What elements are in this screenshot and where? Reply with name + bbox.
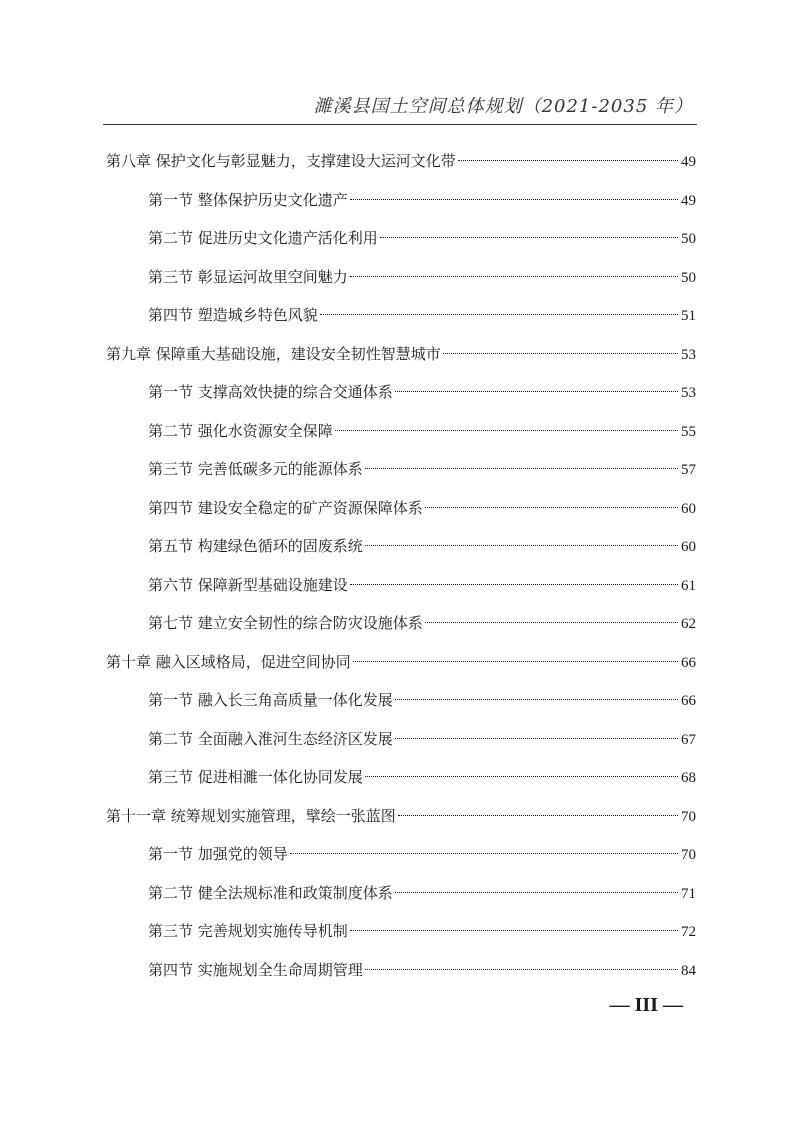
toc-section-entry[interactable] <box>106 450 696 489</box>
toc-page-number: 72 <box>681 924 696 940</box>
toc-section-entry[interactable] <box>106 566 696 605</box>
toc-page-number: 50 <box>681 231 696 247</box>
toc-page-number: 50 <box>681 269 696 286</box>
toc-section-entry[interactable] <box>106 489 696 528</box>
dot-leader <box>365 468 678 469</box>
toc-page-number: 57 <box>681 462 696 478</box>
dot-leader <box>350 584 678 585</box>
dot-leader <box>350 199 678 200</box>
dot-leader <box>425 507 678 508</box>
toc-entry-title: 第二节 强化水资源安全保障 <box>148 421 333 440</box>
toc-page-number: 53 <box>681 385 696 401</box>
toc-chapter-entry[interactable] <box>106 142 696 181</box>
dot-leader <box>365 969 678 970</box>
toc-page-number: 67 <box>681 731 696 748</box>
toc-section-entry[interactable] <box>106 951 696 990</box>
dot-leader <box>398 815 678 816</box>
dot-leader <box>395 738 678 739</box>
toc-entry-title: 第三节 完善规划实施传导机制 <box>148 922 348 940</box>
dot-leader <box>458 160 678 161</box>
toc-entry-title: 第四节 塑造城乡特色风貌 <box>148 306 318 324</box>
toc-section-entry[interactable] <box>106 604 696 643</box>
toc-chapter-entry[interactable] <box>106 797 696 836</box>
toc-entry-title: 第二节 全面融入淮河生态经济区发展 <box>148 729 393 748</box>
dot-leader <box>350 930 678 931</box>
toc-page-number: 68 <box>681 770 696 786</box>
dot-leader <box>335 430 678 431</box>
toc-entry-title: 第二节 促进历史文化遗产活化利用 <box>148 229 378 247</box>
dot-leader <box>353 661 678 662</box>
toc-entry-title: 第四节 建设安全稳定的矿产资源保障体系 <box>148 498 423 517</box>
toc-entry-title: 第二节 健全法规标准和政策制度体系 <box>148 883 393 902</box>
dot-leader <box>395 892 678 893</box>
toc-chapter-entry[interactable] <box>106 335 696 374</box>
toc-section-entry[interactable] <box>106 373 696 412</box>
toc-page-number: 60 <box>681 500 696 517</box>
toc-section-entry[interactable] <box>106 527 696 566</box>
toc-chapter-entry[interactable] <box>106 643 696 682</box>
dot-leader <box>290 853 678 854</box>
toc-entry-title: 第三节 完善低碳多元的能源体系 <box>148 460 363 478</box>
toc-page-number: 84 <box>681 962 696 979</box>
toc-page-number: 55 <box>681 423 696 440</box>
toc-page-number: 71 <box>681 885 696 902</box>
toc-page-number: 49 <box>681 192 696 209</box>
dot-leader <box>443 353 678 354</box>
toc-page-number: 51 <box>681 308 696 324</box>
toc-section-entry[interactable] <box>106 720 696 759</box>
toc-section-entry[interactable] <box>106 181 696 220</box>
toc-entry-title: 第一节 融入长三角高质量一体化发展 <box>148 691 393 709</box>
toc-page-number: 49 <box>681 154 696 170</box>
toc-entry-title: 第一节 整体保护历史文化遗产 <box>148 190 348 209</box>
toc-page-number: 53 <box>681 346 696 363</box>
toc-entry-title: 第七节 建立安全韧性的综合防灾设施体系 <box>148 614 423 632</box>
toc-section-entry[interactable] <box>106 219 696 258</box>
toc-page-number: 61 <box>681 577 696 594</box>
toc-section-entry[interactable] <box>106 874 696 913</box>
toc-entry-title: 第三节 促进相濉一体化协同发展 <box>148 768 363 786</box>
toc-section-entry[interactable] <box>106 296 696 335</box>
toc-section-entry[interactable] <box>106 412 696 451</box>
toc-section-entry[interactable] <box>106 681 696 720</box>
dot-leader <box>380 237 678 238</box>
dot-leader <box>320 314 678 315</box>
dot-leader <box>365 545 678 546</box>
toc-page-number: 60 <box>681 539 696 555</box>
toc-section-entry[interactable] <box>106 758 696 797</box>
toc-page-number: 70 <box>681 808 696 825</box>
toc-entry-title: 第十章 融入区域格局，促进空间协同 <box>106 652 351 671</box>
toc-page-number: 66 <box>681 654 696 671</box>
dot-leader <box>350 276 678 277</box>
toc-page-number: 62 <box>681 616 696 632</box>
toc-section-entry[interactable] <box>106 258 696 297</box>
dot-leader <box>395 699 678 700</box>
toc-entry-title: 第六节 保障新型基础设施建设 <box>148 575 348 594</box>
toc-entry-title: 第一节 支撑高效快捷的综合交通体系 <box>148 383 393 401</box>
toc-section-entry[interactable] <box>106 835 696 874</box>
page-number-footer: — III — <box>609 994 683 1016</box>
table-of-contents <box>106 142 696 989</box>
toc-page-number: 66 <box>681 693 696 709</box>
dot-leader <box>395 391 678 392</box>
toc-entry-title: 第八章 保护文化与彰显魅力，支撑建设大运河文化带 <box>106 152 456 170</box>
toc-page-number: 70 <box>681 847 696 863</box>
dot-leader <box>365 776 678 777</box>
toc-entry-title: 第三节 彰显运河故里空间魅力 <box>148 267 348 286</box>
toc-entry-title: 第四节 实施规划全生命周期管理 <box>148 960 363 979</box>
header-rule <box>103 124 697 125</box>
toc-entry-title: 第九章 保障重大基础设施，建设安全韧性智慧城市 <box>106 344 441 363</box>
toc-entry-title: 第十一章 统筹规划实施管理，擘绘一张蓝图 <box>106 806 396 825</box>
toc-section-entry[interactable] <box>106 912 696 951</box>
toc-entry-title: 第一节 加强党的领导 <box>148 845 288 863</box>
toc-entry-title: 第五节 构建绿色循环的固废系统 <box>148 537 363 555</box>
dot-leader <box>425 622 678 623</box>
running-header-title: 濉溪县国土空间总体规划（2021-2035 年） <box>313 96 693 117</box>
